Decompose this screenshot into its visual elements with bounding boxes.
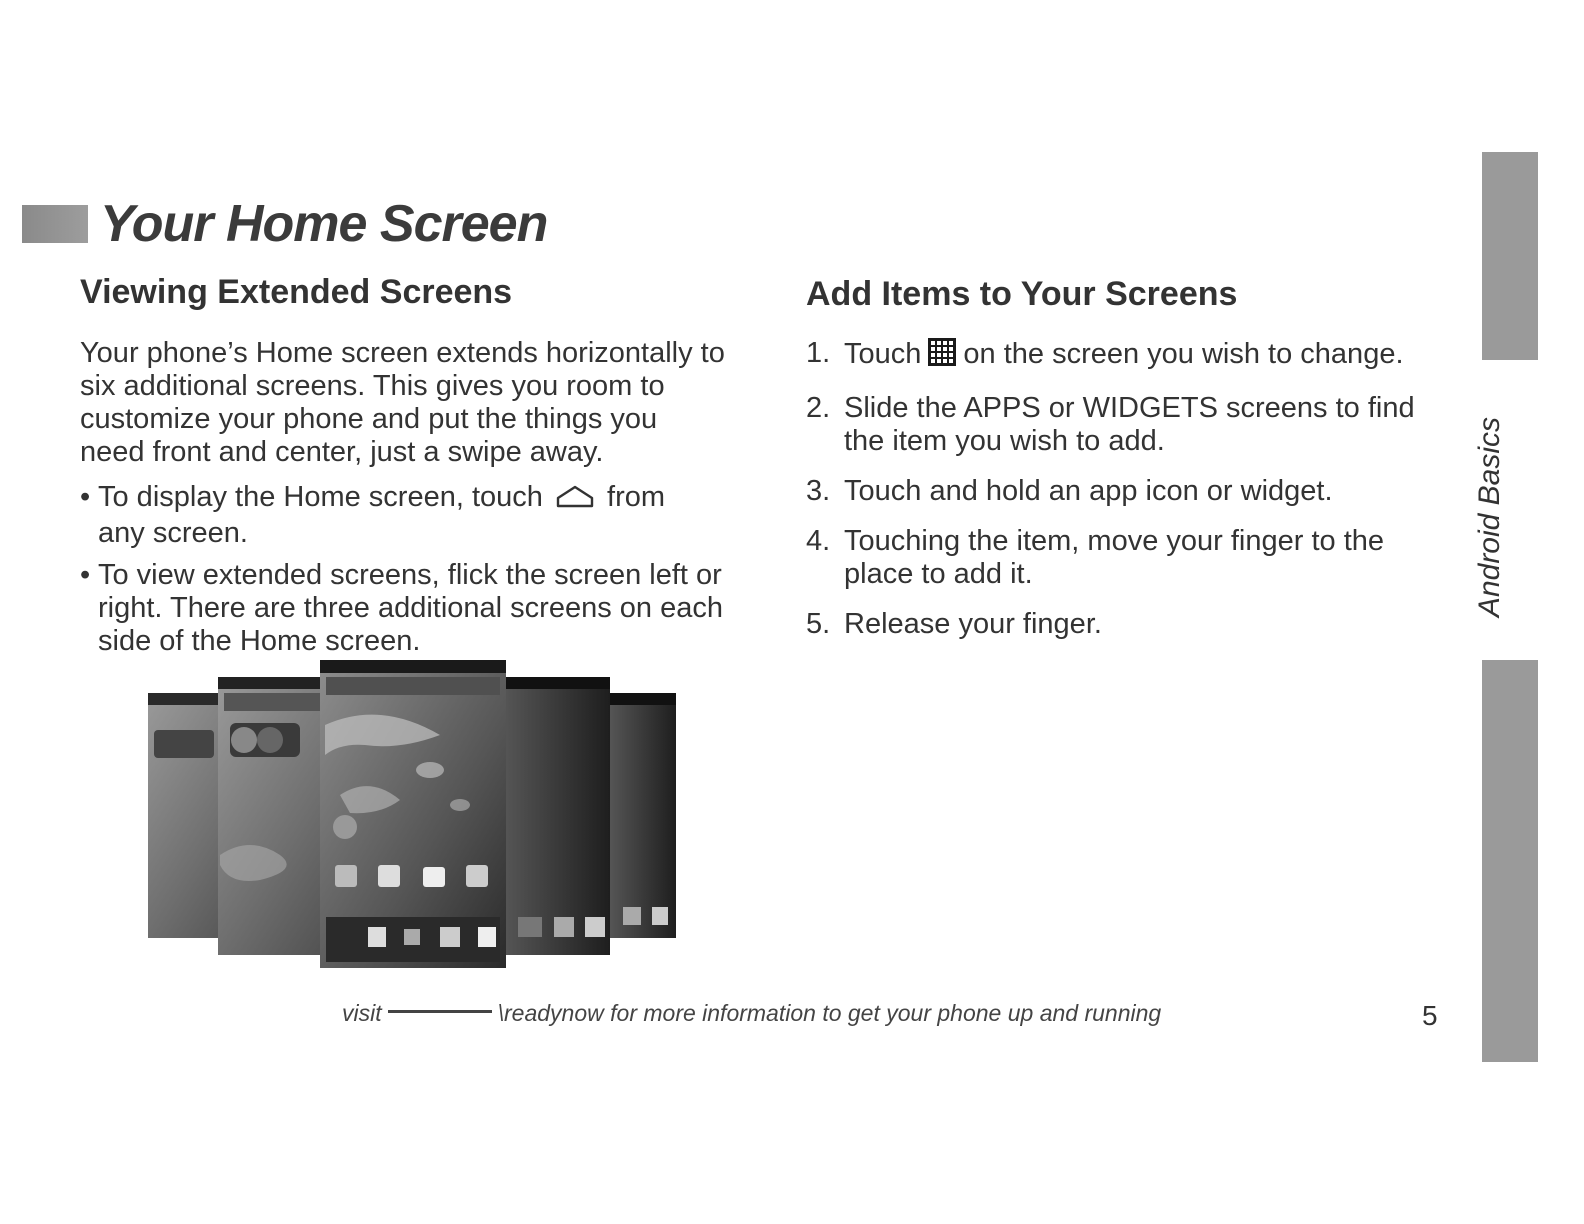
- step1-text-after: on the screen you wish to change.: [963, 338, 1404, 370]
- footer-rest: \readynow for more information to get your phone up and running: [497, 1000, 1162, 1026]
- bullet1-text-before: To display the Home screen, touch: [98, 481, 543, 513]
- right-column: [806, 277, 1456, 658]
- bullet2-line: right. There are three additional screens on each: [98, 592, 723, 624]
- intro-line: Your phone’s Home screen extends horizontally to: [80, 337, 725, 369]
- step-number: 2.: [806, 392, 831, 424]
- extended-screens-illustration: [140, 655, 685, 975]
- home-icon: [555, 483, 595, 517]
- step-line: Slide the APPS or WIDGETS screens to find: [844, 392, 1415, 424]
- bullet-item: [80, 559, 760, 658]
- step-line: the item you wish to add.: [844, 425, 1165, 457]
- intro-paragraph: [80, 337, 760, 469]
- steps-list: [806, 337, 1456, 641]
- step-line: Touch and hold an app icon or widget.: [844, 475, 1333, 507]
- step-number: 3.: [806, 475, 831, 507]
- apps-grid-icon: [927, 337, 957, 375]
- side-tab-bar-bottom: [1482, 660, 1538, 1062]
- step-item: [806, 608, 1456, 641]
- page-title: Your Home Screen: [100, 195, 548, 253]
- left-column: [80, 275, 760, 667]
- intro-line: need front and center, just a swipe away.: [80, 436, 604, 468]
- page-number: 5: [1422, 1000, 1438, 1031]
- bullet1-text-after: from: [607, 481, 666, 513]
- step-number: 4.: [806, 525, 831, 557]
- step-item: [806, 525, 1456, 591]
- bullet2-line: To view extended screens, flick the screen left or: [98, 559, 722, 591]
- title-marker-block: [22, 205, 88, 243]
- footer-text: [342, 1000, 1161, 1027]
- step-item: [806, 392, 1456, 458]
- bullet-item: [80, 481, 760, 550]
- step-line: Release your finger.: [844, 608, 1102, 640]
- footer-visit: visit: [342, 1000, 382, 1026]
- step-line: place to add it.: [844, 558, 1033, 590]
- bullet2-line: side of the Home screen.: [98, 625, 421, 657]
- step-item: [806, 475, 1456, 508]
- intro-line: customize your phone and put the things you: [80, 403, 658, 435]
- step-line: Touching the item, move your finger to the: [844, 525, 1385, 557]
- section-tab-label: Android Basics: [1473, 416, 1506, 618]
- redacted-url-line: [388, 1010, 492, 1013]
- side-tab-bar-top: [1482, 152, 1538, 360]
- step-item: [806, 337, 1456, 375]
- heading-add-items: Add Items to Your Screens: [806, 275, 1238, 313]
- intro-line: six additional screens. This gives you room to: [80, 370, 665, 402]
- bullet1-line2: any screen.: [98, 517, 248, 549]
- step-number: 5.: [806, 608, 831, 640]
- heading-viewing-extended-screens: Viewing Extended Screens: [80, 273, 513, 311]
- step-number: 1.: [806, 337, 831, 369]
- step1-text-before: Touch: [844, 338, 922, 370]
- bullet-list: [80, 481, 760, 658]
